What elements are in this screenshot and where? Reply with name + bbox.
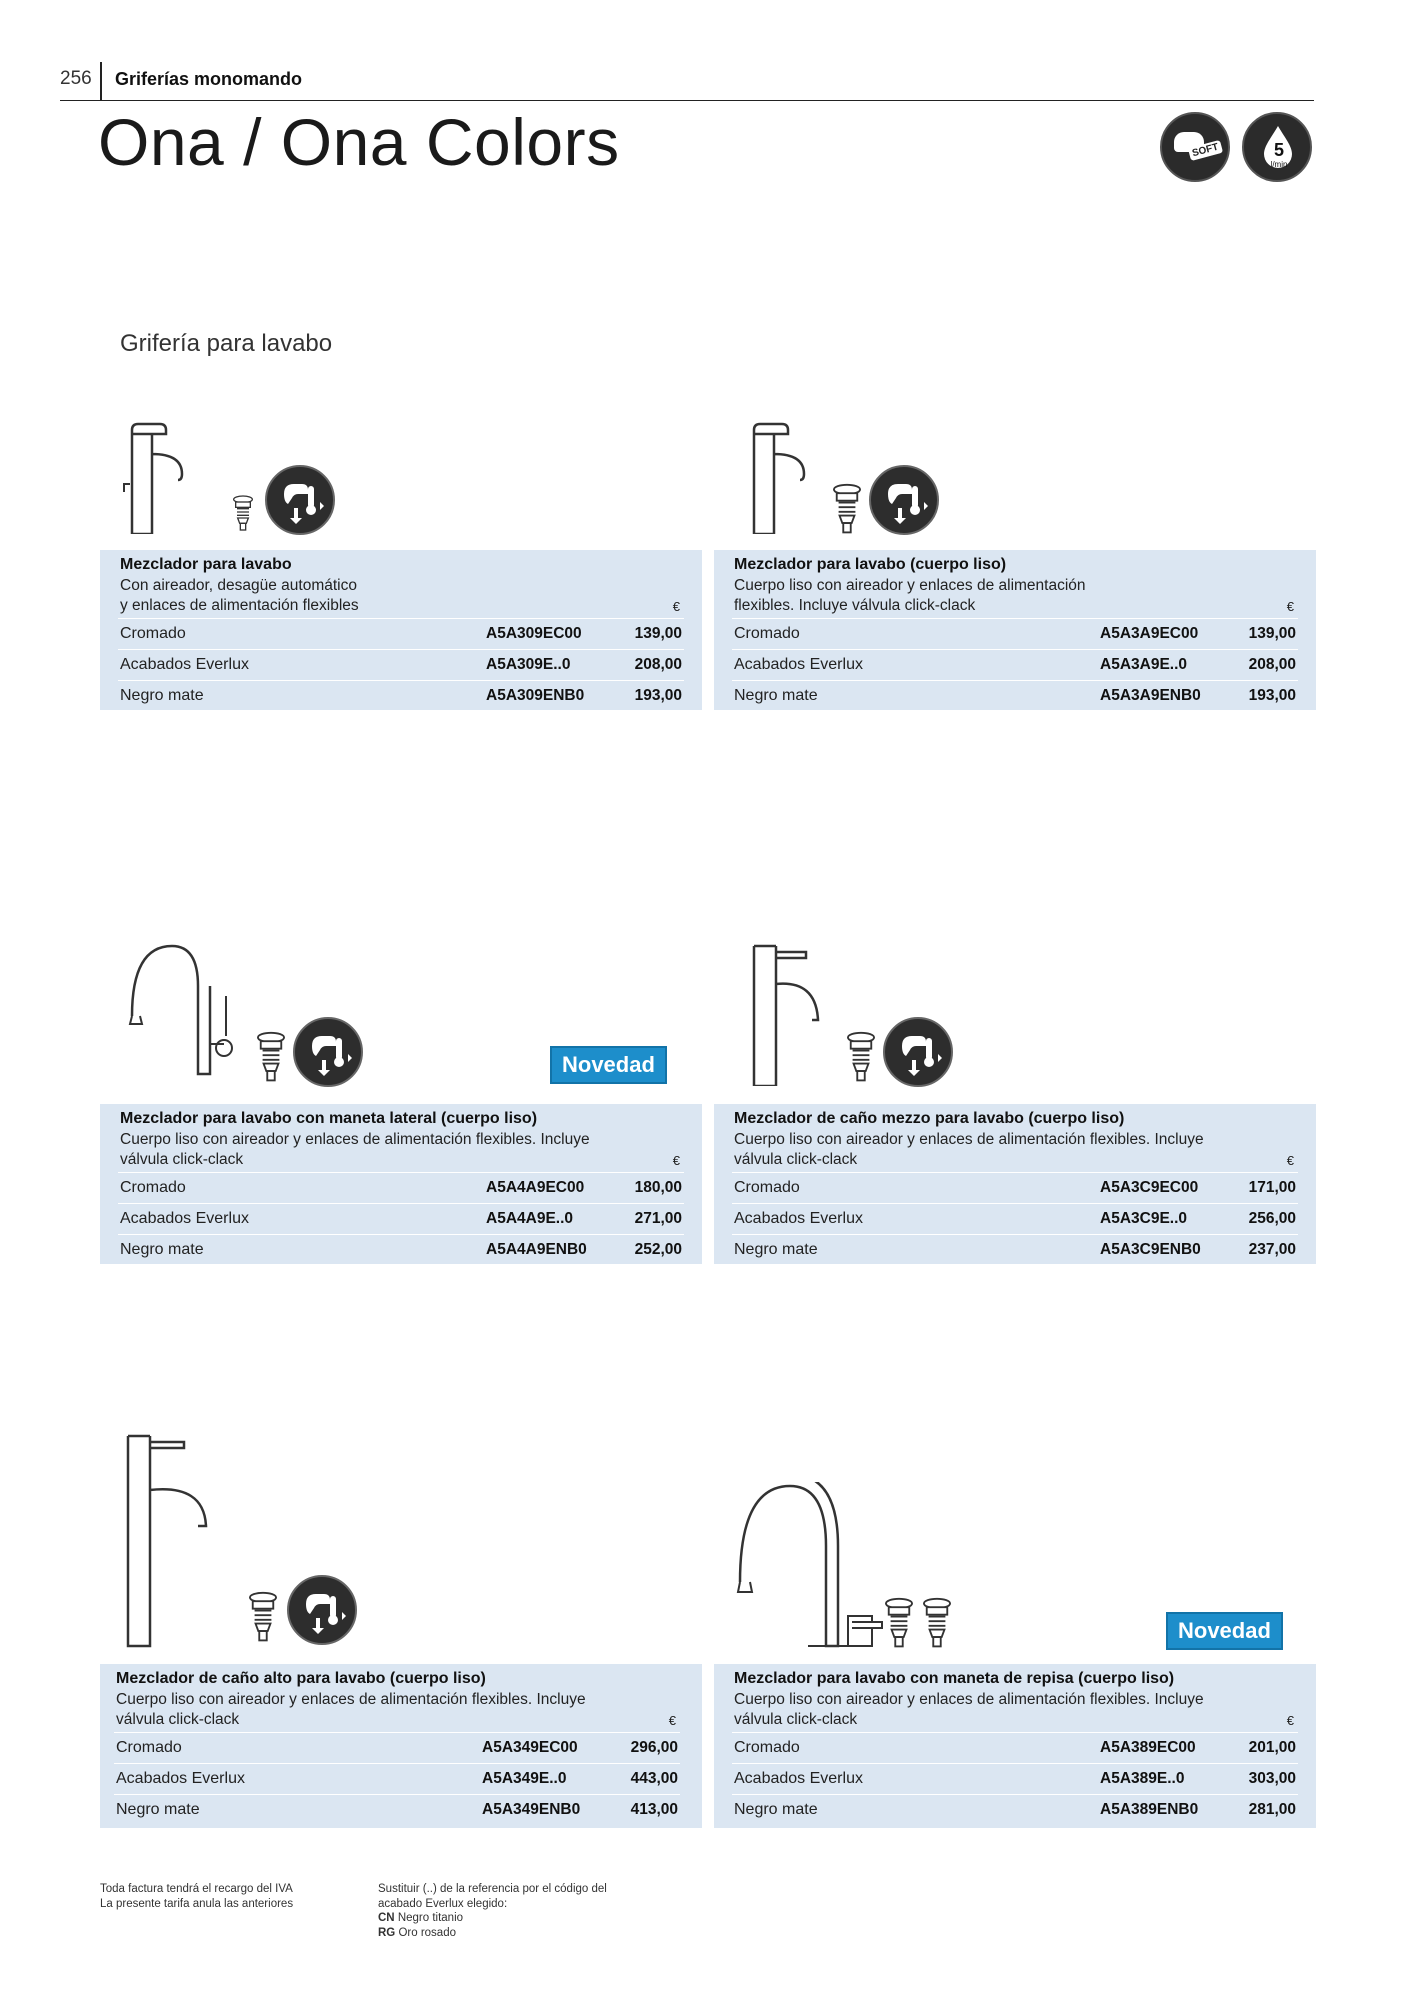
product-title: Mezclador de caño alto para lavabo (cuerpo liso) (116, 1670, 486, 1687)
footer-finish-codes: Sustituir (..) de la referencia por el código del acabado Everlux elegido: CN Negro titanio RG Oro rosado (378, 1883, 607, 1939)
table-row: Acabados Everlux A5A4A9E..0 271,00 (118, 1203, 684, 1234)
faucet-illustration (120, 414, 240, 534)
table-row: Acabados Everlux A5A3A9E..0 208,00 (732, 649, 1298, 680)
price-table (114, 1732, 680, 1825)
product-card (100, 550, 702, 710)
thermostat-icon (292, 1016, 364, 1088)
click-clack-valve-icon (254, 1030, 288, 1086)
currency-label: € (668, 1713, 676, 1728)
novedad-badge: Novedad (550, 1046, 667, 1084)
feature-badges (1160, 112, 1312, 182)
product-title: Mezclador para lavabo con maneta lateral (cuerpo liso) (120, 1110, 538, 1127)
product-title: Mezclador de caño mezzo para lavabo (cuerpo liso) (734, 1110, 1125, 1127)
product-image (100, 1420, 702, 1664)
click-clack-valve-icon (246, 1590, 280, 1646)
table-row: Negro mate A5A349ENB0 413,00 (114, 1794, 680, 1825)
product-description: Con aireador, desagüe automático y enlaces de alimentación flexibles (120, 577, 359, 614)
table-row: Acabados Everlux A5A349E..0 443,00 (114, 1763, 680, 1794)
product-description: Cuerpo liso con aireador y enlaces de alimentación flexibles. Incluye válvula click-clack (734, 577, 1086, 614)
thermostat-icon (868, 464, 940, 536)
click-clack-valve-icon (882, 1596, 916, 1652)
water-drop-icon: 5 l/min (1242, 112, 1312, 182)
table-row: Negro mate A5A3C9ENB0 237,00 (732, 1234, 1298, 1265)
table-row: Negro mate A5A4A9ENB0 252,00 (118, 1234, 684, 1265)
product-image (714, 410, 1316, 550)
price-table (732, 1732, 1298, 1825)
product-card (714, 1104, 1316, 1264)
soft-flow-icon: SOFT (1160, 112, 1230, 182)
product-title: Mezclador para lavabo (cuerpo liso) (734, 556, 1007, 573)
header-divider (100, 62, 102, 100)
table-row: Acabados Everlux A5A309E..0 208,00 (118, 649, 684, 680)
finish-code-row: RG Oro rosado (378, 1926, 456, 1939)
thermostat-icon (286, 1574, 358, 1646)
product-image (714, 930, 1316, 1104)
faucet-illustration (128, 936, 258, 1086)
click-clack-valve-icon (844, 1030, 878, 1086)
footer-notes: Toda factura tendrá el recargo del IVA La presente tarifa anula las anteriores (100, 1883, 294, 1910)
table-row: Acabados Everlux A5A389E..0 303,00 (732, 1763, 1298, 1794)
page-number: 256 (60, 68, 92, 89)
table-row: Cromado A5A309EC00 139,00 (118, 618, 684, 649)
product-title: Mezclador para lavabo (120, 556, 292, 573)
price-table (732, 618, 1298, 711)
table-row: Cromado A5A3C9EC00 171,00 (732, 1172, 1298, 1203)
product-card (100, 1664, 702, 1828)
section-title: Griferías monomando (115, 69, 303, 89)
currency-label: € (672, 599, 680, 614)
table-row: Cromado A5A4A9EC00 180,00 (118, 1172, 684, 1203)
click-clack-valve-icon (920, 1596, 954, 1652)
table-row: Negro mate A5A389ENB0 281,00 (732, 1794, 1298, 1825)
product-card (714, 550, 1316, 710)
table-row: Cromado A5A389EC00 201,00 (732, 1732, 1298, 1763)
product-card (714, 1664, 1316, 1828)
faucet-illustration (736, 1482, 896, 1652)
thermostat-icon (882, 1016, 954, 1088)
table-row: Acabados Everlux A5A3C9E..0 256,00 (732, 1203, 1298, 1234)
product-card (100, 1104, 702, 1264)
click-clack-valve-icon (830, 482, 864, 538)
price-table (118, 618, 684, 711)
product-image (100, 930, 702, 1104)
product-description: Cuerpo liso con aireador y enlaces de alimentación flexibles. Incluye válvula click-clack (734, 1691, 1204, 1728)
currency-label: € (1286, 1713, 1294, 1728)
product-image (714, 1420, 1316, 1664)
product-description: Cuerpo liso con aireador y enlaces de alimentación flexibles. Incluye válvula click-clack (734, 1131, 1204, 1168)
finish-code-row: CN Negro titanio (378, 1912, 464, 1924)
waste-valve-icon (226, 494, 260, 534)
thermostat-icon (264, 464, 336, 536)
product-image (100, 410, 702, 550)
product-description: Cuerpo liso con aireador y enlaces de alimentación flexibles. Incluye válvula click-clack (116, 1691, 586, 1728)
price-table (732, 1172, 1298, 1265)
table-row: Negro mate A5A309ENB0 193,00 (118, 680, 684, 711)
table-row: Cromado A5A3A9EC00 139,00 (732, 618, 1298, 649)
table-row: Cromado A5A349EC00 296,00 (114, 1732, 680, 1763)
faucet-illustration (120, 1426, 250, 1656)
product-description: Cuerpo liso con aireador y enlaces de alimentación flexibles. Incluye válvula click-clack (120, 1131, 590, 1168)
table-row: Negro mate A5A3A9ENB0 193,00 (732, 680, 1298, 711)
page-title: Ona / Ona Colors (98, 105, 620, 179)
product-title: Mezclador para lavabo con maneta de repisa (cuerpo liso) (734, 1670, 1175, 1687)
currency-label: € (1286, 1153, 1294, 1168)
subsection-title: Grifería para lavabo (120, 330, 333, 357)
currency-label: € (672, 1153, 680, 1168)
page-header (60, 62, 1314, 101)
price-table (118, 1172, 684, 1265)
currency-label: € (1286, 599, 1294, 614)
novedad-badge: Novedad (1166, 1612, 1283, 1650)
